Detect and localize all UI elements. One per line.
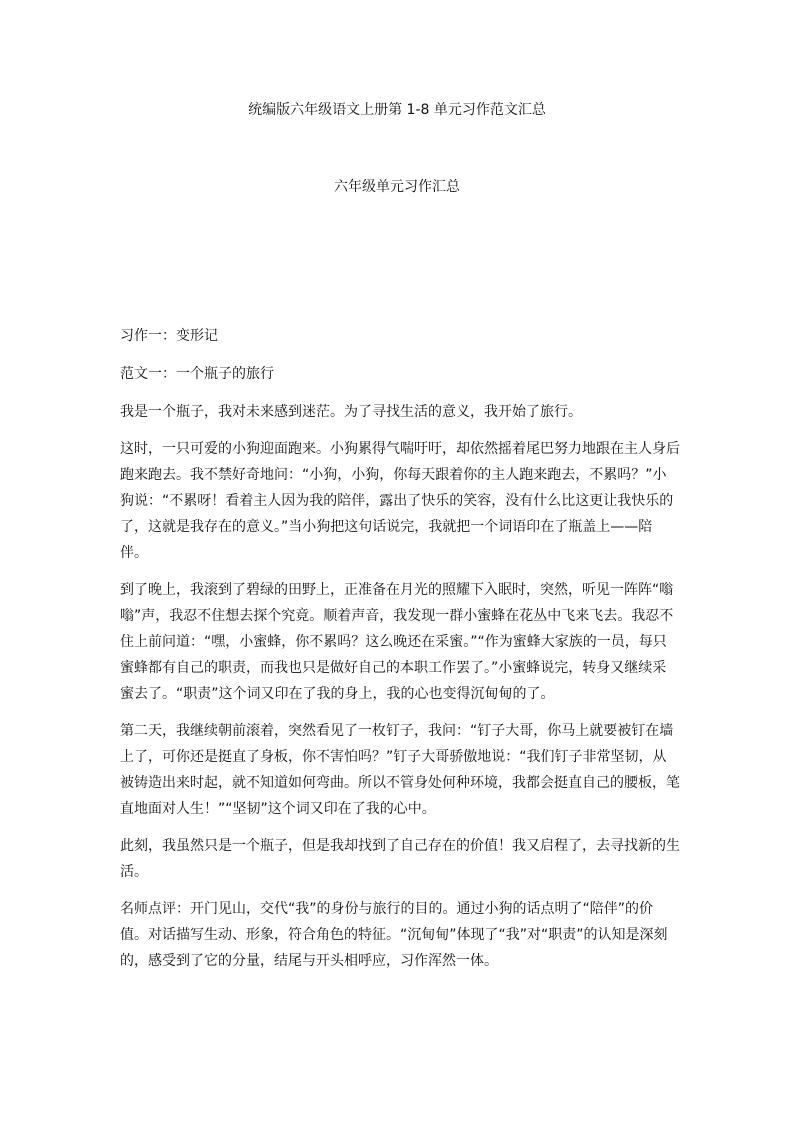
document-title: 统编版六年级语文上册第 1-8 单元习作范文汇总 xyxy=(248,102,546,118)
document-subtitle: 六年级单元习作汇总 xyxy=(334,179,460,195)
paragraph: 到了晚上，我滚到了碧绿的田野上，正准备在月光的照耀下入眠时，突然，听见一阵阵“嗡嗡”声，我忍不住想去探个究竟。顺着声音，我发现一群小蜜蜂在花丛中飞来飞去。我忍不住上前问道：“嘿，小蜜蜂，你不累吗？这么晚还在采蜜。”“作为蜜蜂大家族的一员，每只蜜蜂都有自己的职责，而我也只是做好自己的本职工作罢了。”小蜜蜂说完，转身又继续采蜜去了。“职责”这个词又印在了我的身上，我的心也变得沉甸甸的了。 xyxy=(120,582,674,702)
essay-heading: 范文一：一个瓶子的旅行 xyxy=(120,366,274,382)
teacher-comment: 名师点评：开门见山，交代“我”的身份与旅行的目的。通过小狗的话点明了“陪伴”的价值。对话描写生动、形象，符合角色的特征。“沉甸甸”体现了“我”对“职责”的认知是深刻的，感受到了它的分量，结尾与开头相呼应，习作浑然一体。 xyxy=(120,901,668,969)
paragraph: 第二天，我继续朝前滚着，突然看见了一枚钉子，我问：“钉子大哥，你马上就要被钉在墙上了，可你还是挺直了身板，你不害怕吗？”钉子大哥骄傲地说：“我们钉子非常坚韧，从被铸造出来时起，就不知道如何弯曲。所以不管身处何种环境，我都会挺直自己的腰板，笔直地面对人生！”“坚韧”这个词又印在了我的心中。 xyxy=(120,723,680,817)
document-body xyxy=(120,323,680,985)
paragraph: 我是一个瓶子，我对未来感到迷茫。为了寻找生活的意义，我开始了旅行。 xyxy=(120,404,582,420)
paragraph: 此刻，我虽然只是一个瓶子，但是我却找到了自己存在的价值！我又启程了，去寻找新的生活。 xyxy=(120,838,680,880)
paragraph: 这时，一只可爱的小狗迎面跑来。小狗累得气喘吁吁，却依然摇着尾巴努力地跟在主人身后跑来跑去。我不禁好奇地问：“小狗，小狗，你每天跟着你的主人跑来跑去，不累吗？”小狗说：“不累呀！看着主人因为我的陪伴，露出了快乐的笑容，没有什么比这更让我快乐的了，这就是我存在的意义。”当小狗把这句话说完，我就把一个词语印在了瓶盖上——陪伴。 xyxy=(120,441,680,561)
section-heading: 习作一：变形记 xyxy=(120,328,218,344)
